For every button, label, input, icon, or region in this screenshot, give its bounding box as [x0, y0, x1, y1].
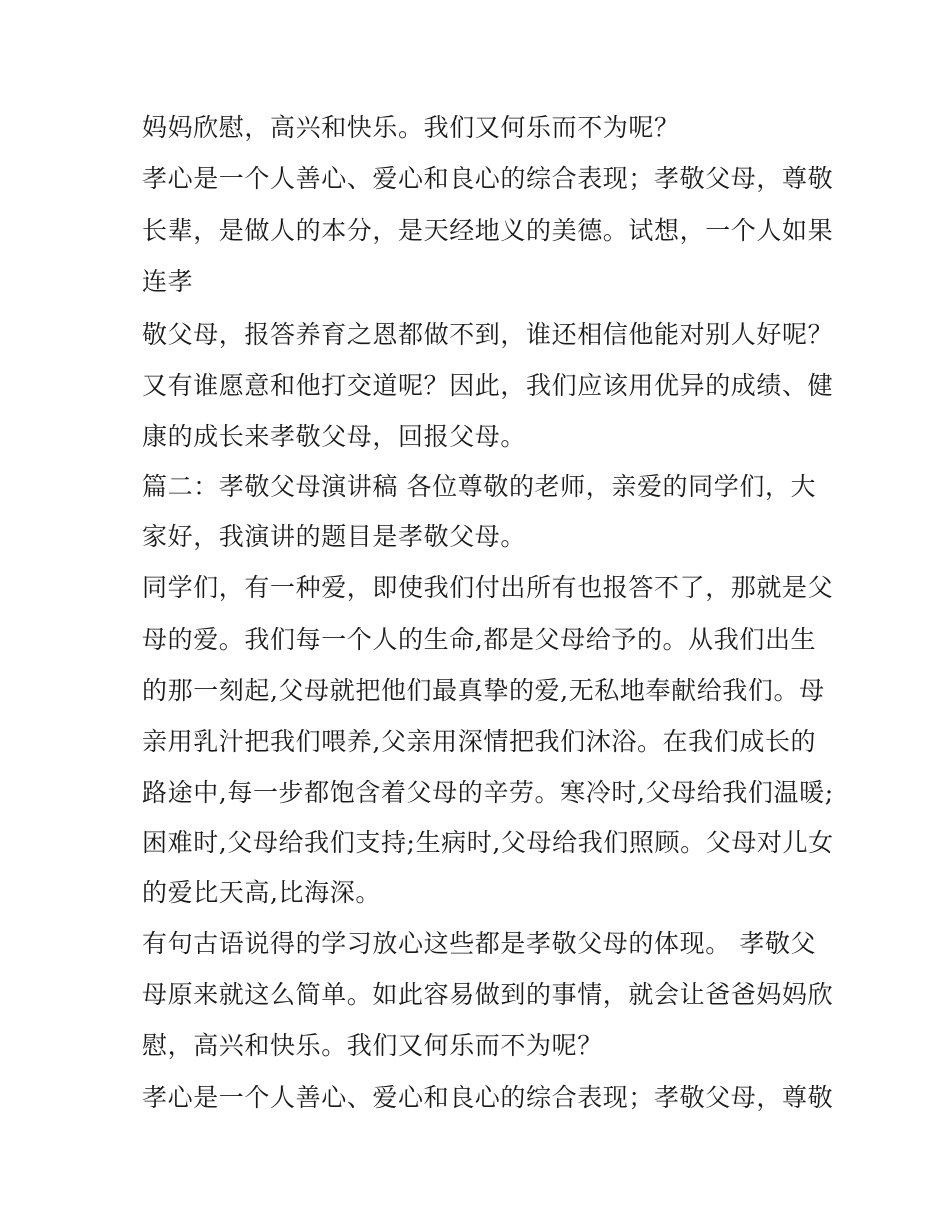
text-line: 连孝 — [142, 267, 194, 296]
text-line: 孝心是一个人善心、爱心和良心的综合表现；孝敬父母，尊敬 — [142, 164, 834, 193]
text-line: 敬父母，报答养育之恩都做不到，谁还相信他能对别人好呢？ — [142, 320, 834, 349]
text-line: 困难时,父母给我们支持;生病时,父母给我们照顾。父母对儿女 — [142, 828, 834, 857]
text-line: 同学们，有一种爱，即使我们付出所有也报答不了，那就是父 — [142, 573, 834, 602]
text-line: 母的爱。我们每一个人的生命,都是父母给予的。从我们出生 — [142, 625, 817, 654]
text-line: 长辈，是做人的本分，是天经地义的美德。试想，一个人如果 — [142, 216, 834, 245]
text-line: 路途中,每一步都饱含着父母的辛劳。寒冷时,父母给我们温暖; — [142, 778, 834, 807]
text-line: 慰，高兴和快乐。我们又何乐而不为呢？ — [142, 1031, 603, 1060]
text-line: 有句古语说得的学习放心这些都是孝敬父母的体现。 孝敬父 — [142, 929, 817, 958]
text-line: 妈妈欣慰，高兴和快乐。我们又何乐而不为呢？ — [142, 113, 680, 142]
text-line: 的那一刻起,父母就把他们最真挚的爱,无私地奉献给我们。母 — [142, 676, 825, 705]
text-line: 又有谁愿意和他打交道呢？因此，我们应该用优异的成绩、健 — [142, 371, 834, 400]
text-line: 母原来就这么简单。如此容易做到的事情，就会让爸爸妈妈欣 — [142, 980, 834, 1009]
text-line: 家好，我演讲的题目是孝敬父母。 — [142, 522, 527, 551]
text-line: 孝心是一个人善心、爱心和良心的综合表现；孝敬父母，尊敬 — [142, 1083, 834, 1112]
text-line: 的爱比天高,比海深。 — [142, 878, 381, 907]
text-line: 康的成长来孝敬父母，回报父母。 — [142, 422, 527, 451]
text-line: 篇二：孝敬父母演讲稿 各位尊敬的老师，亲爱的同学们，大 — [142, 472, 817, 501]
text-line: 亲用乳汁把我们喂养,父亲用深情把我们沐浴。在我们成长的 — [142, 727, 817, 756]
